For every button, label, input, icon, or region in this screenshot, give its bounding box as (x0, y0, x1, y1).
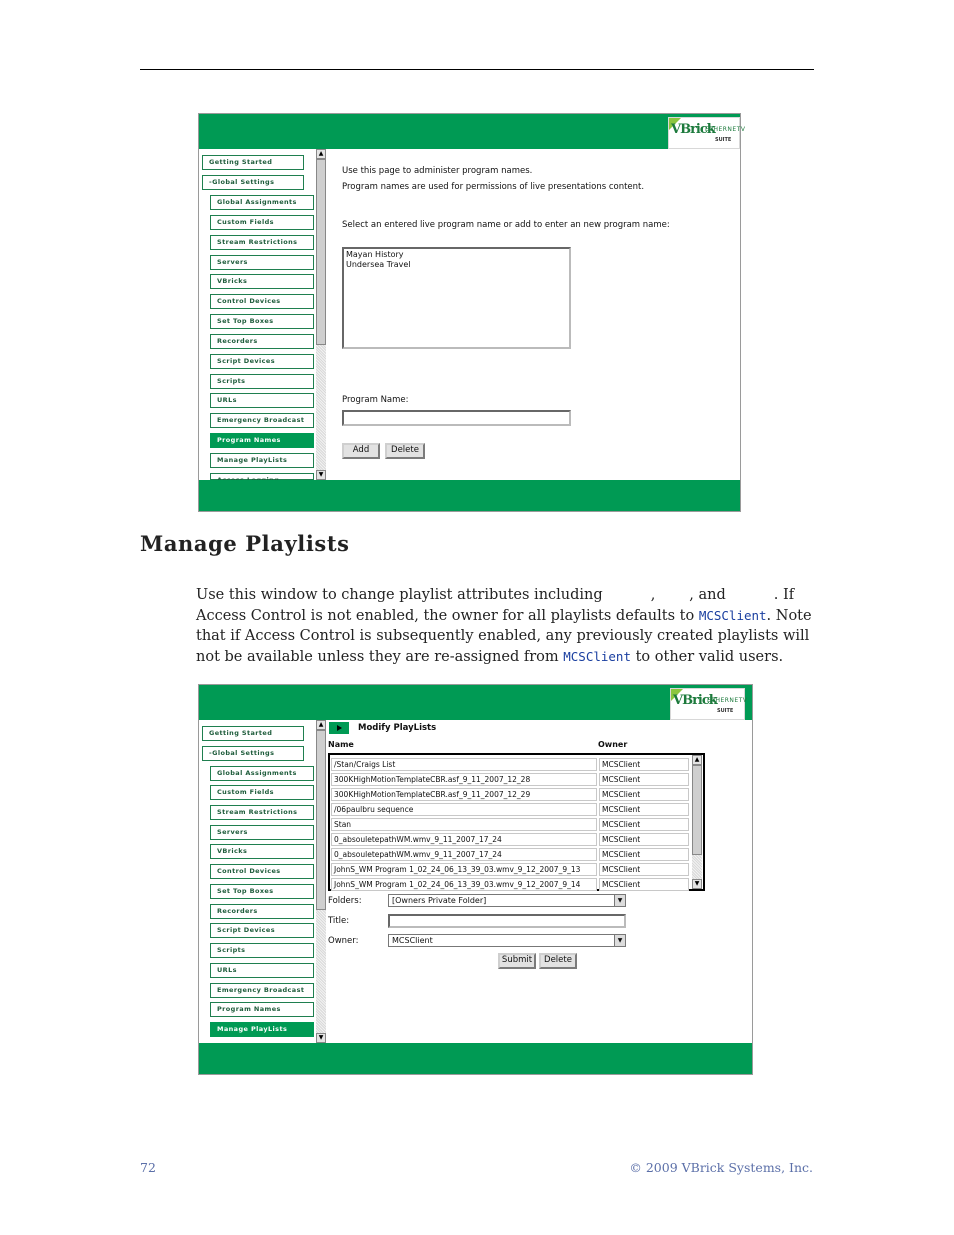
title-input[interactable] (388, 914, 626, 928)
nav-item-getting-started[interactable]: Getting Started (202, 726, 304, 741)
nav-item-set-top-boxes[interactable]: Set Top Boxes (210, 884, 314, 899)
table-cell-name[interactable]: JohnS_WM Program 1_02_24_06_13_39_03.wmv_9_12_2007_9_13 (331, 863, 597, 876)
table-cell-name[interactable]: /06paulbru sequence (331, 803, 597, 816)
table-cell-name[interactable]: JohnS_WM Program 1_02_24_06_13_39_03.wmv_9_12_2007_9_14 (331, 878, 597, 891)
nav-item-emergency-broadcast[interactable]: Emergency Broadcast (210, 413, 314, 428)
folders-label: Folders: (328, 896, 362, 906)
nav-item-stream-restrictions[interactable]: Stream Restrictions (210, 805, 314, 820)
logo-product: ETHERNETV (705, 126, 746, 133)
scroll-thumb[interactable] (692, 765, 702, 855)
playlist-grid[interactable] (328, 753, 705, 891)
paragraph-text: to other valid users. (635, 648, 784, 665)
table-cell-name[interactable]: 300KHighMotionTemplateCBR.asf_9_11_2007_12_29 (331, 788, 597, 801)
nav-item-custom-fields[interactable]: Custom Fields (210, 215, 314, 230)
table-cell-owner[interactable]: MCSClient (599, 863, 689, 876)
nav-item-vbricks[interactable]: VBricks (210, 274, 314, 289)
title-label: Title: (328, 916, 350, 926)
nav-item-global-settings[interactable]: -Global Settings (202, 746, 304, 761)
nav-item-scripts[interactable]: Scripts (210, 943, 314, 958)
submit-button[interactable]: Submit (498, 953, 536, 969)
scroll-down-icon[interactable]: ▼ (692, 879, 702, 889)
owner-select[interactable] (388, 934, 626, 947)
logo-brand: VBrick (671, 122, 715, 137)
intro-line-2: Program names are used for permissions of live presentations content. (342, 182, 645, 192)
scroll-up-icon[interactable]: ▲ (316, 720, 326, 730)
table-cell-owner[interactable]: MCSClient (599, 758, 689, 771)
logo-suite: SUITE (717, 708, 734, 714)
paragraph-text: , and (689, 587, 726, 603)
header-rule (140, 69, 814, 70)
nav-item-control-devices[interactable]: Control Devices (210, 294, 314, 309)
code-mcsclient: MCSClient (698, 607, 767, 623)
paragraph-text: , (650, 587, 656, 603)
table-cell-name[interactable]: Stan (331, 818, 597, 831)
nav-item-manage-playlists[interactable]: Manage PlayLists (210, 1022, 314, 1037)
table-cell-name[interactable]: 300KHighMotionTemplateCBR.asf_9_11_2007_12_28 (331, 773, 597, 786)
program-name-input[interactable] (342, 410, 571, 426)
grid-scrollbar[interactable] (692, 755, 702, 889)
nav-item-access-logging[interactable] (210, 473, 314, 480)
vbrick-logo (670, 688, 748, 720)
program-list[interactable] (342, 247, 571, 349)
nav-item-program-names[interactable]: Program Names (210, 433, 314, 448)
table-cell-owner[interactable]: MCSClient (599, 773, 689, 786)
nav-item-script-devices[interactable]: Script Devices (210, 923, 314, 938)
folders-select[interactable] (388, 894, 626, 907)
owner-selected-value: MCSClient (392, 936, 433, 945)
select-prompt: Select an entered live program name or add to enter an new program name: (342, 220, 670, 230)
nav-item-urls[interactable]: URLs (210, 393, 314, 408)
app-footer-bar (199, 480, 740, 511)
nav-item-emergency-broadcast[interactable]: Emergency Broadcast (210, 983, 314, 998)
nav-item-recorders[interactable]: Recorders (210, 334, 314, 349)
add-button[interactable]: Add (342, 443, 380, 459)
nav-item-global-settings[interactable]: -Global Settings (202, 175, 304, 190)
paragraph-text: . Note that if Access Control is subsequently enabled, any previously created playlists will not be available unless they are re-assigned from (196, 607, 812, 665)
program-name-label: Program Name: (342, 395, 409, 405)
folders-selected-value: [Owners Private Folder] (392, 896, 487, 905)
nav-item-program-names[interactable]: Program Names (210, 1002, 314, 1017)
panel-title: Modify PlayLists (358, 723, 437, 733)
table-cell-owner[interactable]: MCSClient (599, 848, 689, 861)
list-item[interactable]: Undersea Travel (346, 260, 411, 269)
logo-suite: SUITE (715, 137, 732, 143)
nav-sidebar (199, 720, 314, 1043)
code-mcsclient: MCSClient (563, 648, 631, 664)
nav-item-global-assignments[interactable]: Global Assignments (210, 766, 314, 781)
delete-button[interactable]: Delete (385, 443, 425, 459)
program-names-screenshot (198, 113, 746, 512)
nav-item-recorders[interactable]: Recorders (210, 904, 314, 919)
scroll-up-icon[interactable]: ▲ (692, 755, 702, 765)
nav-item-vbricks[interactable]: VBricks (210, 844, 314, 859)
page-number: 72 (140, 1160, 156, 1175)
column-header-name: Name (328, 740, 354, 749)
table-cell-owner[interactable]: MCSClient (599, 803, 689, 816)
scroll-up-icon[interactable]: ▲ (316, 149, 326, 159)
nav-item-getting-started[interactable]: Getting Started (202, 155, 304, 170)
table-cell-owner[interactable]: MCSClient (599, 818, 689, 831)
nav-item-set-top-boxes[interactable]: Set Top Boxes (210, 314, 314, 329)
sidebar-scrollbar[interactable] (316, 720, 326, 1043)
scroll-thumb[interactable] (316, 730, 326, 910)
table-cell-owner[interactable]: MCSClient (599, 788, 689, 801)
logo-product: ETHERNETV (707, 697, 748, 704)
nav-item-control-devices[interactable]: Control Devices (210, 864, 314, 879)
scroll-down-icon[interactable]: ▼ (316, 1033, 326, 1043)
paragraph-text: Use this window to change playlist attributes including (196, 587, 603, 603)
sidebar-scrollbar[interactable] (316, 149, 326, 480)
paragraph-text: . If Access Control is not enabled, the owner for all playlists defaults to (196, 587, 795, 624)
nav-item-manage-playlists[interactable]: Manage PlayLists (210, 453, 314, 468)
nav-item-servers[interactable]: Servers (210, 255, 314, 270)
nav-item-script-devices[interactable]: Script Devices (210, 354, 314, 369)
table-cell-name[interactable]: 0_absouletepathWM.wmv_9_11_2007_17_24 (331, 848, 597, 861)
table-cell-owner[interactable]: MCSClient (599, 833, 689, 846)
list-item[interactable]: Mayan History (346, 250, 404, 259)
nav-item-urls[interactable]: URLs (210, 963, 314, 978)
scroll-thumb[interactable] (316, 159, 326, 345)
nav-sidebar (199, 149, 314, 480)
logo-brand: VBrick (673, 693, 717, 708)
section-paragraph (196, 585, 816, 667)
nav-item-servers[interactable]: Servers (210, 825, 314, 840)
chevron-down-icon[interactable]: ▼ (614, 935, 625, 946)
nav-item-scripts[interactable]: Scripts (210, 374, 314, 389)
owner-label: Owner: (328, 936, 359, 946)
nav-item-global-assignments[interactable]: Global Assignments (210, 195, 314, 210)
table-cell-name[interactable]: /Stan/Craigs List (331, 758, 597, 771)
app-header-bar (199, 114, 740, 149)
scroll-down-icon[interactable]: ▼ (316, 470, 326, 480)
intro-line-1: Use this page to administer program names. (342, 166, 533, 176)
table-cell-name[interactable]: 0_absouletepathWM.wmv_9_11_2007_17_24 (331, 833, 597, 846)
manage-playlists-screenshot (198, 684, 753, 1075)
copyright: © 2009 VBrick Systems, Inc. (629, 1160, 813, 1175)
play-icon (329, 722, 349, 734)
chevron-down-icon[interactable]: ▼ (614, 895, 625, 906)
delete-button[interactable]: Delete (539, 953, 577, 969)
table-cell-owner[interactable]: MCSClient (599, 878, 689, 891)
nav-item-custom-fields[interactable]: Custom Fields (210, 785, 314, 800)
column-header-owner: Owner (598, 740, 628, 749)
section-heading: Manage Playlists (140, 531, 350, 556)
nav-item-stream-restrictions[interactable]: Stream Restrictions (210, 235, 314, 250)
vbrick-logo (668, 117, 746, 149)
app-footer-bar (199, 1043, 752, 1074)
